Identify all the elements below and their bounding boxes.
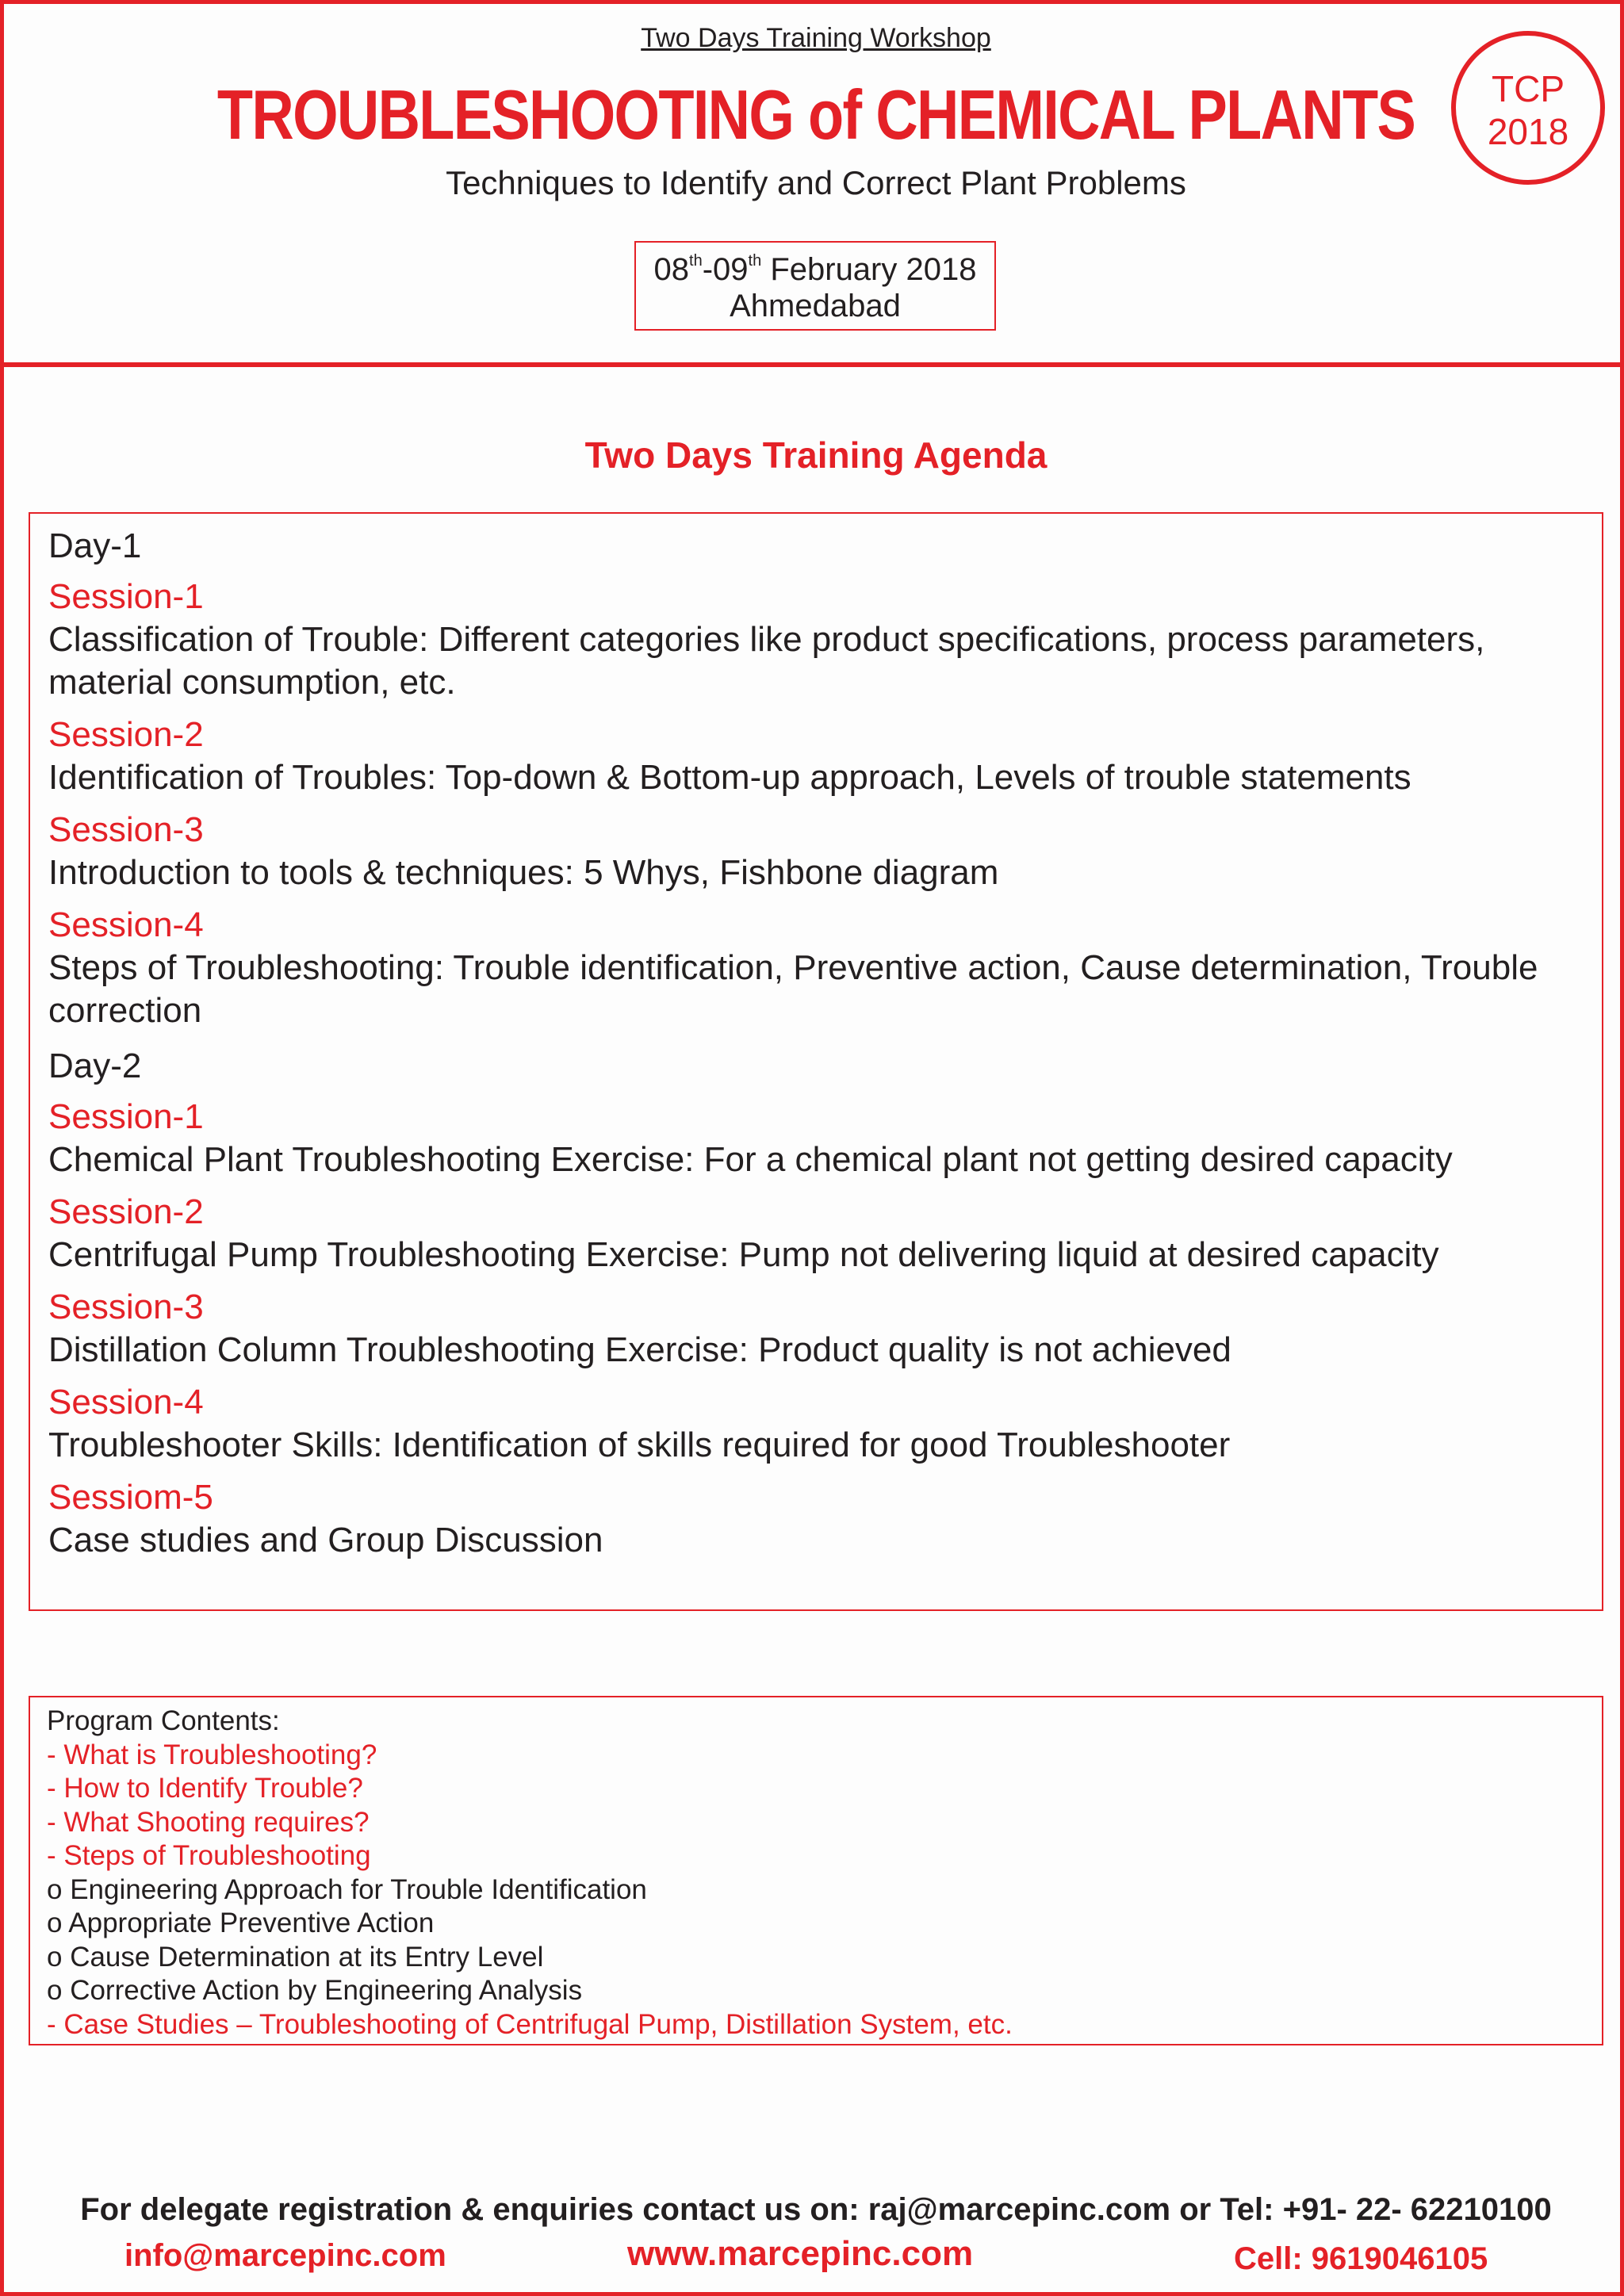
agenda-session <box>48 809 1602 894</box>
program-item: - Case Studies – Troubleshooting of Centrifugal Pump, Distillation System, etc. <box>47 2008 1013 2040</box>
program-item: - How to Identify Trouble? <box>47 1773 363 1804</box>
agenda-session <box>48 576 1602 704</box>
session-description: Introduction to tools & techniques: 5 Whys, Fishbone diagram <box>48 853 999 892</box>
program-subitem: o Engineering Approach for Trouble Identification <box>47 1873 647 1905</box>
agenda-session <box>48 1286 1602 1372</box>
page-title: TROUBLESHOOTING of CHEMICAL PLANTS <box>216 75 1415 154</box>
session-label: Session-1 <box>48 577 204 616</box>
session-label: Session-3 <box>48 1288 204 1326</box>
agenda-session <box>48 1096 1602 1181</box>
session-description: Identification of Troubles: Top-down & Bottom-up approach, Levels of trouble statements <box>48 758 1411 797</box>
program-contents-box <box>29 1696 1603 2045</box>
program-item: - Steps of Troubleshooting <box>47 1840 371 1871</box>
badge-line-1: TCP <box>1492 68 1565 109</box>
agenda-title: Two Days Training Agenda <box>584 434 1048 476</box>
agenda-session <box>48 904 1602 1032</box>
workshop-kicker: Two Days Training Workshop <box>641 23 991 53</box>
session-label: Session-4 <box>48 905 204 944</box>
contact-line: For delegate registration & enquiries contact us on: raj@marcepinc.com or Tel: +91- 22- 62210100 <box>80 2192 1552 2227</box>
agenda-session <box>48 1191 1602 1276</box>
agenda-box <box>29 512 1603 1611</box>
session-description: Classification of Trouble: Different categories like product specifications, process parameters, material consumption, etc. <box>48 620 1485 702</box>
tcp-badge <box>1451 31 1605 185</box>
session-label: Session-1 <box>48 1097 204 1136</box>
footer-email-link[interactable]: info@marcepinc.com <box>124 2238 446 2273</box>
event-city: Ahmedabad <box>730 289 901 323</box>
session-label: Session-2 <box>48 715 204 754</box>
session-description: Troubleshooter Skills: Identification of skills required for good Troubleshooter <box>48 1425 1231 1464</box>
session-description: Case studies and Group Discussion <box>48 1521 603 1559</box>
program-contents-heading: Program Contents: <box>47 1705 280 1736</box>
day-label: Day-2 <box>48 1047 142 1085</box>
program-item: - What Shooting requires? <box>47 1806 370 1838</box>
program-subitem: o Cause Determination at its Entry Level <box>47 1941 544 1973</box>
footer-cell-number: Cell: 9619046105 <box>1234 2241 1488 2276</box>
event-date: 08th-09th February 2018 <box>653 252 977 287</box>
session-label: Session-3 <box>48 810 204 849</box>
day-label: Day-1 <box>48 526 142 565</box>
header-divider <box>4 362 1624 367</box>
session-label: Sessiom-5 <box>48 1478 213 1517</box>
session-description: Centrifugal Pump Troubleshooting Exercise: Pump not delivering liquid at desired capacity <box>48 1235 1439 1274</box>
session-label: Session-2 <box>48 1192 204 1231</box>
agenda-session <box>48 714 1602 799</box>
agenda-session <box>48 1381 1602 1467</box>
program-item: - What is Troubleshooting? <box>47 1739 377 1770</box>
date-location-box <box>634 241 996 331</box>
program-subitem: o Appropriate Preventive Action <box>47 1908 435 1938</box>
session-description: Chemical Plant Troubleshooting Exercise: For a chemical plant not getting desired capacity <box>48 1140 1453 1179</box>
agenda-session <box>48 1476 1602 1562</box>
session-description: Steps of Troubleshooting: Trouble identification, Preventive action, Cause determination, Trouble correction <box>48 948 1538 1030</box>
footer-website-link[interactable]: www.marcepinc.com <box>627 2234 974 2273</box>
session-label: Session-4 <box>48 1383 204 1422</box>
page-subtitle: Techniques to Identify and Correct Plant Problems <box>446 164 1186 201</box>
program-subitem: o Corrective Action by Engineering Analysis <box>47 1975 583 2006</box>
session-description: Distillation Column Troubleshooting Exercise: Product quality is not achieved <box>48 1330 1231 1369</box>
badge-line-2: 2018 <box>1487 111 1569 152</box>
